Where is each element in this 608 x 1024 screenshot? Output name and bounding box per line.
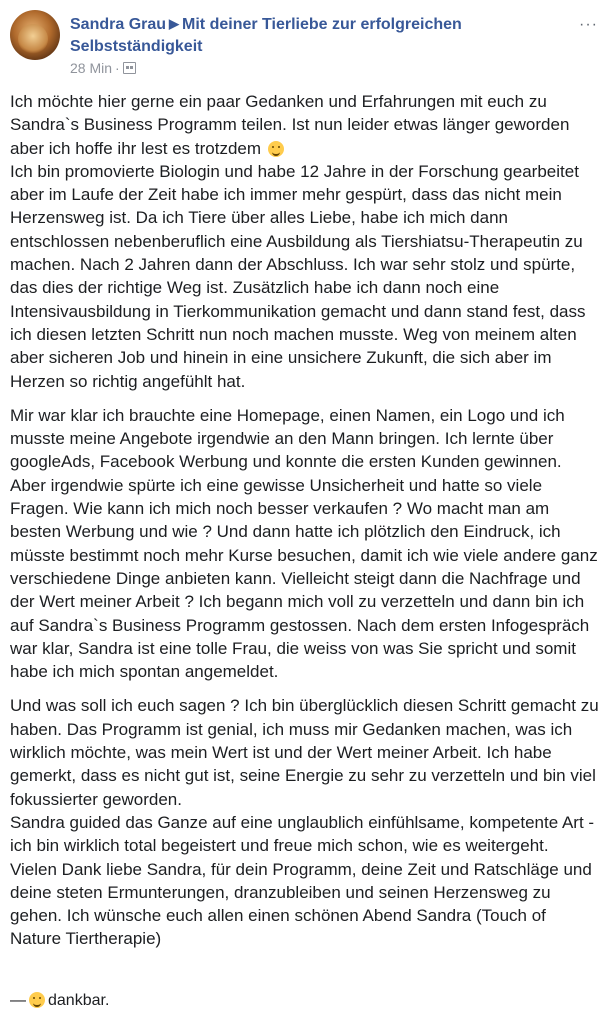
- author-avatar[interactable]: [10, 10, 60, 60]
- meta-separator: ·: [115, 60, 120, 76]
- post-paragraph: Ich möchte hier gerne ein paar Gedanken und Erfahrungen mit euch zu Sandra`s Business Programm teilen. Ist nun leider etwas länger geworden aber ich hoffe ihr lest es trotzdem Ich bin promovierte Biologin und habe 12 Jahre in der Forschung gearbeitet aber im Laufe der Zeit habe ich immer mehr gespürt, dass das nicht mein Herzensweg ist. Da ich Tiere über alles Liebe, habe ich mich dann entschlossen nebenberuflich eine Ausbildung als Tiershiatsu-Therapeutin zu machen. Nach 2 Jahren dann der Abschluss. Ich war sehr stolz und spürte, das dies der richtige Weg ist. Zusätzlich habe ich dann noch eine Intensivausbildung in Tierkommunikation gemacht und dann stand fest, dass ich diesen letzten Schritt nun noch machen musste. Weg von meinem alten aber sicheren Job und hinein in eine unsichere Zukunft, die sich aber im Herzen so richtig angefühlt hat.: [10, 92, 586, 391]
- group-name-link[interactable]: Mit deiner Tierliebe zur erfolgreichen Selbstständigkeit: [70, 16, 462, 55]
- post-paragraph: Und was soll ich euch sagen ? Ich bin überglücklich diesen Schritt gemacht zu haben. Das Programm ist genial, ich muss mir Gedanken machen, was ich wirklich möchte, was mein Wert ist und der Wert meiner Arbeit. Ich habe gemerkt, dass es nicht gut ist, seine Energie zu sehr zu verzetteln und bin viel fokussierter geworden. Sandra guided das Ganze auf eine unglaublich einfühlsame, kompetente Art - ich bin wirklich total begeistert und freue mich schon, wie es weitergeht. Vielen Dank liebe Sandra, für dein Programm, deine Zeit und Ratschläge und deine steten Ermunterungen, dranzubleiben und seinen Herzensweg zu gehen. Ich wünsche euch allen einen schönen Abend Sandra (Touch of Nature Tiertherapie): [10, 696, 599, 949]
- author-line: [70, 14, 570, 58]
- arrow-right-icon: ▶: [169, 16, 180, 31]
- group-audience-icon[interactable]: [123, 62, 136, 74]
- post-timestamp[interactable]: 28 Min: [70, 60, 113, 76]
- post-paragraph: Mir war klar ich brauchte eine Homepage, einen Namen, ein Logo und ich musste meine Angebote irgendwie an den Mann bringen. Ich lernte über googleAds, Facebook Werbung und konnte die ersten Kunden gewinnen. Aber irgendwie spürte ich eine gewisse Unsicherheit und hatte so viele Fragen. Wie kann ich mich noch besser verkaufen ? Wo macht man am besten Werbung und wie ? Und dann hatte ich plötzlich den Eindruck, ich müsste bestimmt noch mehr Kurse besuchen, damit ich wie viele andere ganz verschiedene Dinge anbieten kann. Vielleicht steigt dann die Nachfrage und der Wert meiner Arbeit ? Ich begann mich voll zu verzetteln und dann bin ich auf Sandra`s Business Programm gestossen. Nach dem ersten Infogespräch war klar, Sandra ist eine tolle Frau, die weiss von was Sie spricht und somit habe ich mich spontan angemeldet.: [10, 405, 598, 682]
- feeling-label[interactable]: dankbar.: [48, 992, 110, 1009]
- post-body: [10, 90, 600, 962]
- author-name-link[interactable]: Sandra Grau: [70, 16, 167, 33]
- feeling-dash: —: [10, 992, 26, 1009]
- post-meta: [70, 60, 136, 76]
- feeling-line: [10, 989, 109, 1012]
- more-options-icon[interactable]: ···: [579, 16, 598, 33]
- smile-emoji-icon: [268, 141, 284, 157]
- smile-emoji-icon: [29, 992, 45, 1008]
